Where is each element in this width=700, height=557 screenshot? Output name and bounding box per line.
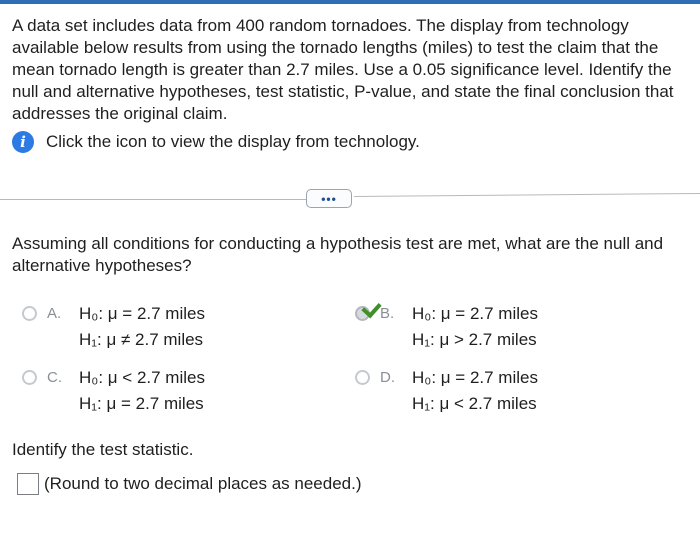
top-border [0, 0, 700, 4]
option-a-letter: A. [47, 305, 62, 322]
rounding-hint: (Round to two decimal places as needed.) [44, 474, 362, 493]
test-statistic-input[interactable] [17, 473, 39, 495]
option-d-letter: D. [380, 369, 395, 386]
divider [0, 199, 306, 200]
option-d-null-hypothesis: H₀: μ = 2.7 miles [412, 368, 538, 387]
option-a-radio[interactable] [22, 306, 37, 321]
option-c-letter: C. [47, 369, 62, 386]
option-c-alternative-hypothesis: H₁: μ = 2.7 miles [79, 394, 204, 413]
info-icon[interactable]: i [12, 131, 34, 153]
divider [354, 193, 700, 197]
option-d-alternative-hypothesis: H₁: μ < 2.7 miles [412, 394, 537, 413]
option-b-radio[interactable] [355, 306, 370, 321]
option-d[interactable] [355, 367, 538, 419]
option-c-null-hypothesis: H₀: μ < 2.7 miles [79, 368, 205, 387]
option-a-alternative-hypothesis: H₁: μ ≠ 2.7 miles [79, 330, 204, 349]
option-c[interactable] [22, 367, 205, 419]
problem-statement: A data set includes data from 400 random tornadoes. The display from technology available below results from using the tornado lengths (miles) to test the claim that the mean tornado length is greater than 2.7 miles. Use a 0.05 significance level. Identify the null and alternative hypotheses, test statistic, P-value, and state the final conclusion that addresses the original claim. [12, 16, 674, 123]
test-statistic-prompt: Identify the test statistic. [12, 440, 194, 459]
test-statistic-answer-row [17, 473, 362, 495]
option-d-radio[interactable] [355, 370, 370, 385]
option-a[interactable] [22, 303, 205, 355]
question-text: Assuming all conditions for conducting a hypothesis test are met, what are the null and alternative hypotheses? [12, 234, 664, 275]
option-b-alternative-hypothesis: H₁: μ > 2.7 miles [412, 330, 537, 349]
option-b[interactable] [355, 303, 538, 355]
technology-display-link-text[interactable]: Click the icon to view the display from technology. [46, 132, 420, 151]
more-options-button[interactable]: ••• [306, 189, 352, 208]
option-c-radio[interactable] [22, 370, 37, 385]
option-b-null-hypothesis: H₀: μ = 2.7 miles [412, 304, 538, 323]
technology-display-link[interactable] [12, 130, 420, 154]
option-a-null-hypothesis: H₀: μ = 2.7 miles [79, 304, 205, 323]
option-b-letter: B. [380, 305, 395, 322]
